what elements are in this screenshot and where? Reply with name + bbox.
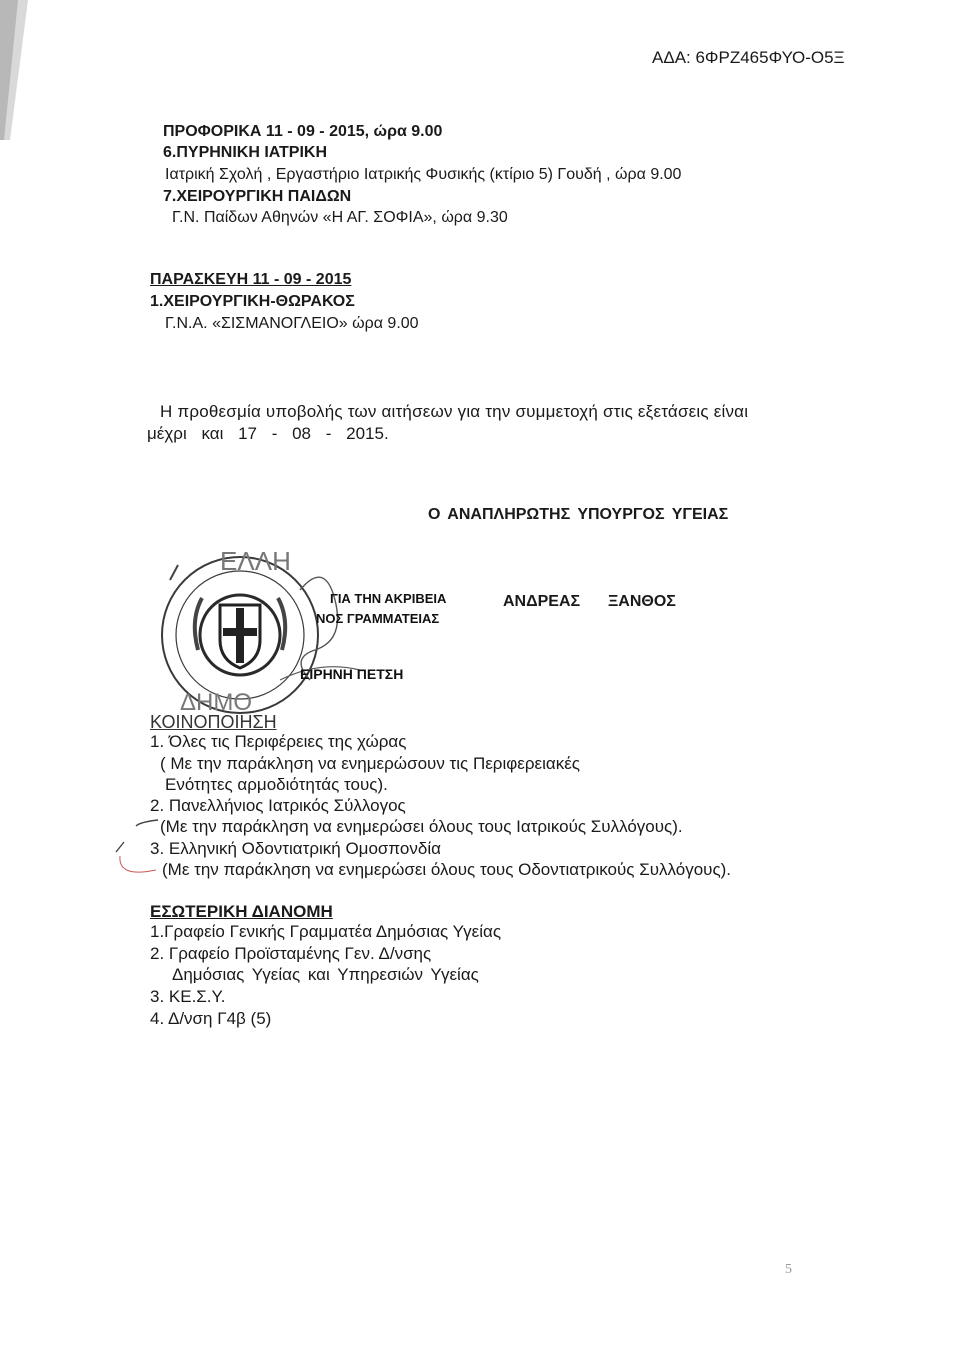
specialty-pediatric-surgery: 7.ΧΕΙΡΟΥΡΓΙΚΗ ΠΑΙΔΩΝ [163,188,352,205]
location-nuclear-medicine: Ιατρική Σχολή , Εργαστήριο Ιατρικής Φυσικής (κτίριο 5) Γουδή , ώρα 9.00 [165,166,682,183]
distribution-heading: ΚΟΙΝΟΠΟΙΗΣΗ [150,712,277,732]
internal-item-2: 2. Γραφείο Προϊσταμένης Γεν. Δ/νσης [150,944,432,963]
svg-text:ΔΗΜΟ: ΔΗΜΟ [180,689,253,716]
page-corner-shadow [0,0,40,140]
distribution-item-1-note: ( Με την παράκληση να ενημερώσουν τις Περιφερειακές [160,754,580,773]
stamp-line-2: ΝΟΣ ΓΡΑΜΜΑΤΕΙΑΣ [316,611,440,626]
distribution-item-2: 2. Πανελλήνιος Ιατρικός Σύλλογος [150,796,406,815]
svg-text:ΕΛΛΗ: ΕΛΛΗ [220,546,291,576]
distribution-item-2-note: (Με την παράκληση να ενημερώσει όλους τους Ιατρικούς Συλλόγους). [160,817,683,836]
bleed-through-text [520,628,524,644]
official-seal-stamp [150,540,450,740]
friday-date-heading: ΠΑΡΑΣΚΕΥΗ 11 - 09 - 2015 [150,271,352,288]
signature-title: Ο ΑΝΑΠΛΗΡΩΤΗΣ ΥΠΟΥΡΓΟΣ ΥΓΕΙΑΣ [428,506,729,523]
internal-item-4: 4. Δ/νση Γ4β (5) [150,1009,272,1028]
signatory-first-name: ΑΝΔΡΕΑΣ [503,593,581,610]
specialty-nuclear-medicine: 6.ΠΥΡΗΝΙΚΗ ΙΑΤΡΙΚΗ [163,144,328,161]
ada-code: ΑΔΑ: 6ΦΡΖ465ΦΥΟ-Ο5Ξ [652,48,845,67]
location-pediatric-surgery: Γ.Ν. Παίδων Αθηνών «Η ΑΓ. ΣΟΦΙΑ», ώρα 9.30 [172,209,508,226]
distribution-item-1-note-cont: Ενότητες αρμοδιότητάς τους). [165,775,388,794]
oral-exam-date: ΠΡΟΦΟΡΙΚΑ 11 - 09 - 2015, ώρα 9.00 [163,123,443,140]
internal-item-1: 1.Γραφείο Γενικής Γραμματέα Δημόσιας Υγείας [150,922,502,941]
internal-item-2-cont: Δημόσιας Υγείας και Υπηρεσιών Υγείας [172,965,479,984]
distribution-item-3: 3. Ελληνική Οδοντιατρική Ομοσπονδία [150,839,441,858]
stamp-line-3: ΕΙΡΗΝΗ ΠΕΤΣΗ [300,666,404,682]
handwritten-bracket-mark [110,812,170,887]
page-number: 5 [785,1262,792,1277]
internal-item-3: 3. ΚΕ.Σ.Υ. [150,987,226,1006]
distribution-item-1: 1. Όλες τις Περιφέρειες της χώρας [150,732,407,751]
location-thoracic-surgery: Γ.Ν.Α. «ΣΙΣΜΑΝΟΓΛΕΙΟ» ώρα 9.00 [165,315,419,332]
stamp-line-1: ΓΙΑ ΤΗΝ ΑΚΡΙΒΕΙΑ [330,591,447,606]
internal-distribution-heading: ΕΣΩΤΕΡΙΚΗ ΔΙΑΝΟΜΗ [150,902,333,921]
deadline-line-2: μέχρι και 17 - 08 - 2015. [147,424,389,443]
deadline-line-1: Η προθεσμία υποβολής των αιτήσεων για την συμμετοχή στις εξετάσεις είναι [160,402,749,421]
distribution-item-3-note: (Με την παράκληση να ενημερώσει όλους τους Οδοντιατρικούς Συλλόγους). [162,860,732,879]
specialty-thoracic-surgery: 1.ΧΕΙΡΟΥΡΓΙΚΗ-ΘΩΡΑΚΟΣ [150,293,355,310]
signatory-last-name: ΞΑΝΘΟΣ [608,593,676,610]
